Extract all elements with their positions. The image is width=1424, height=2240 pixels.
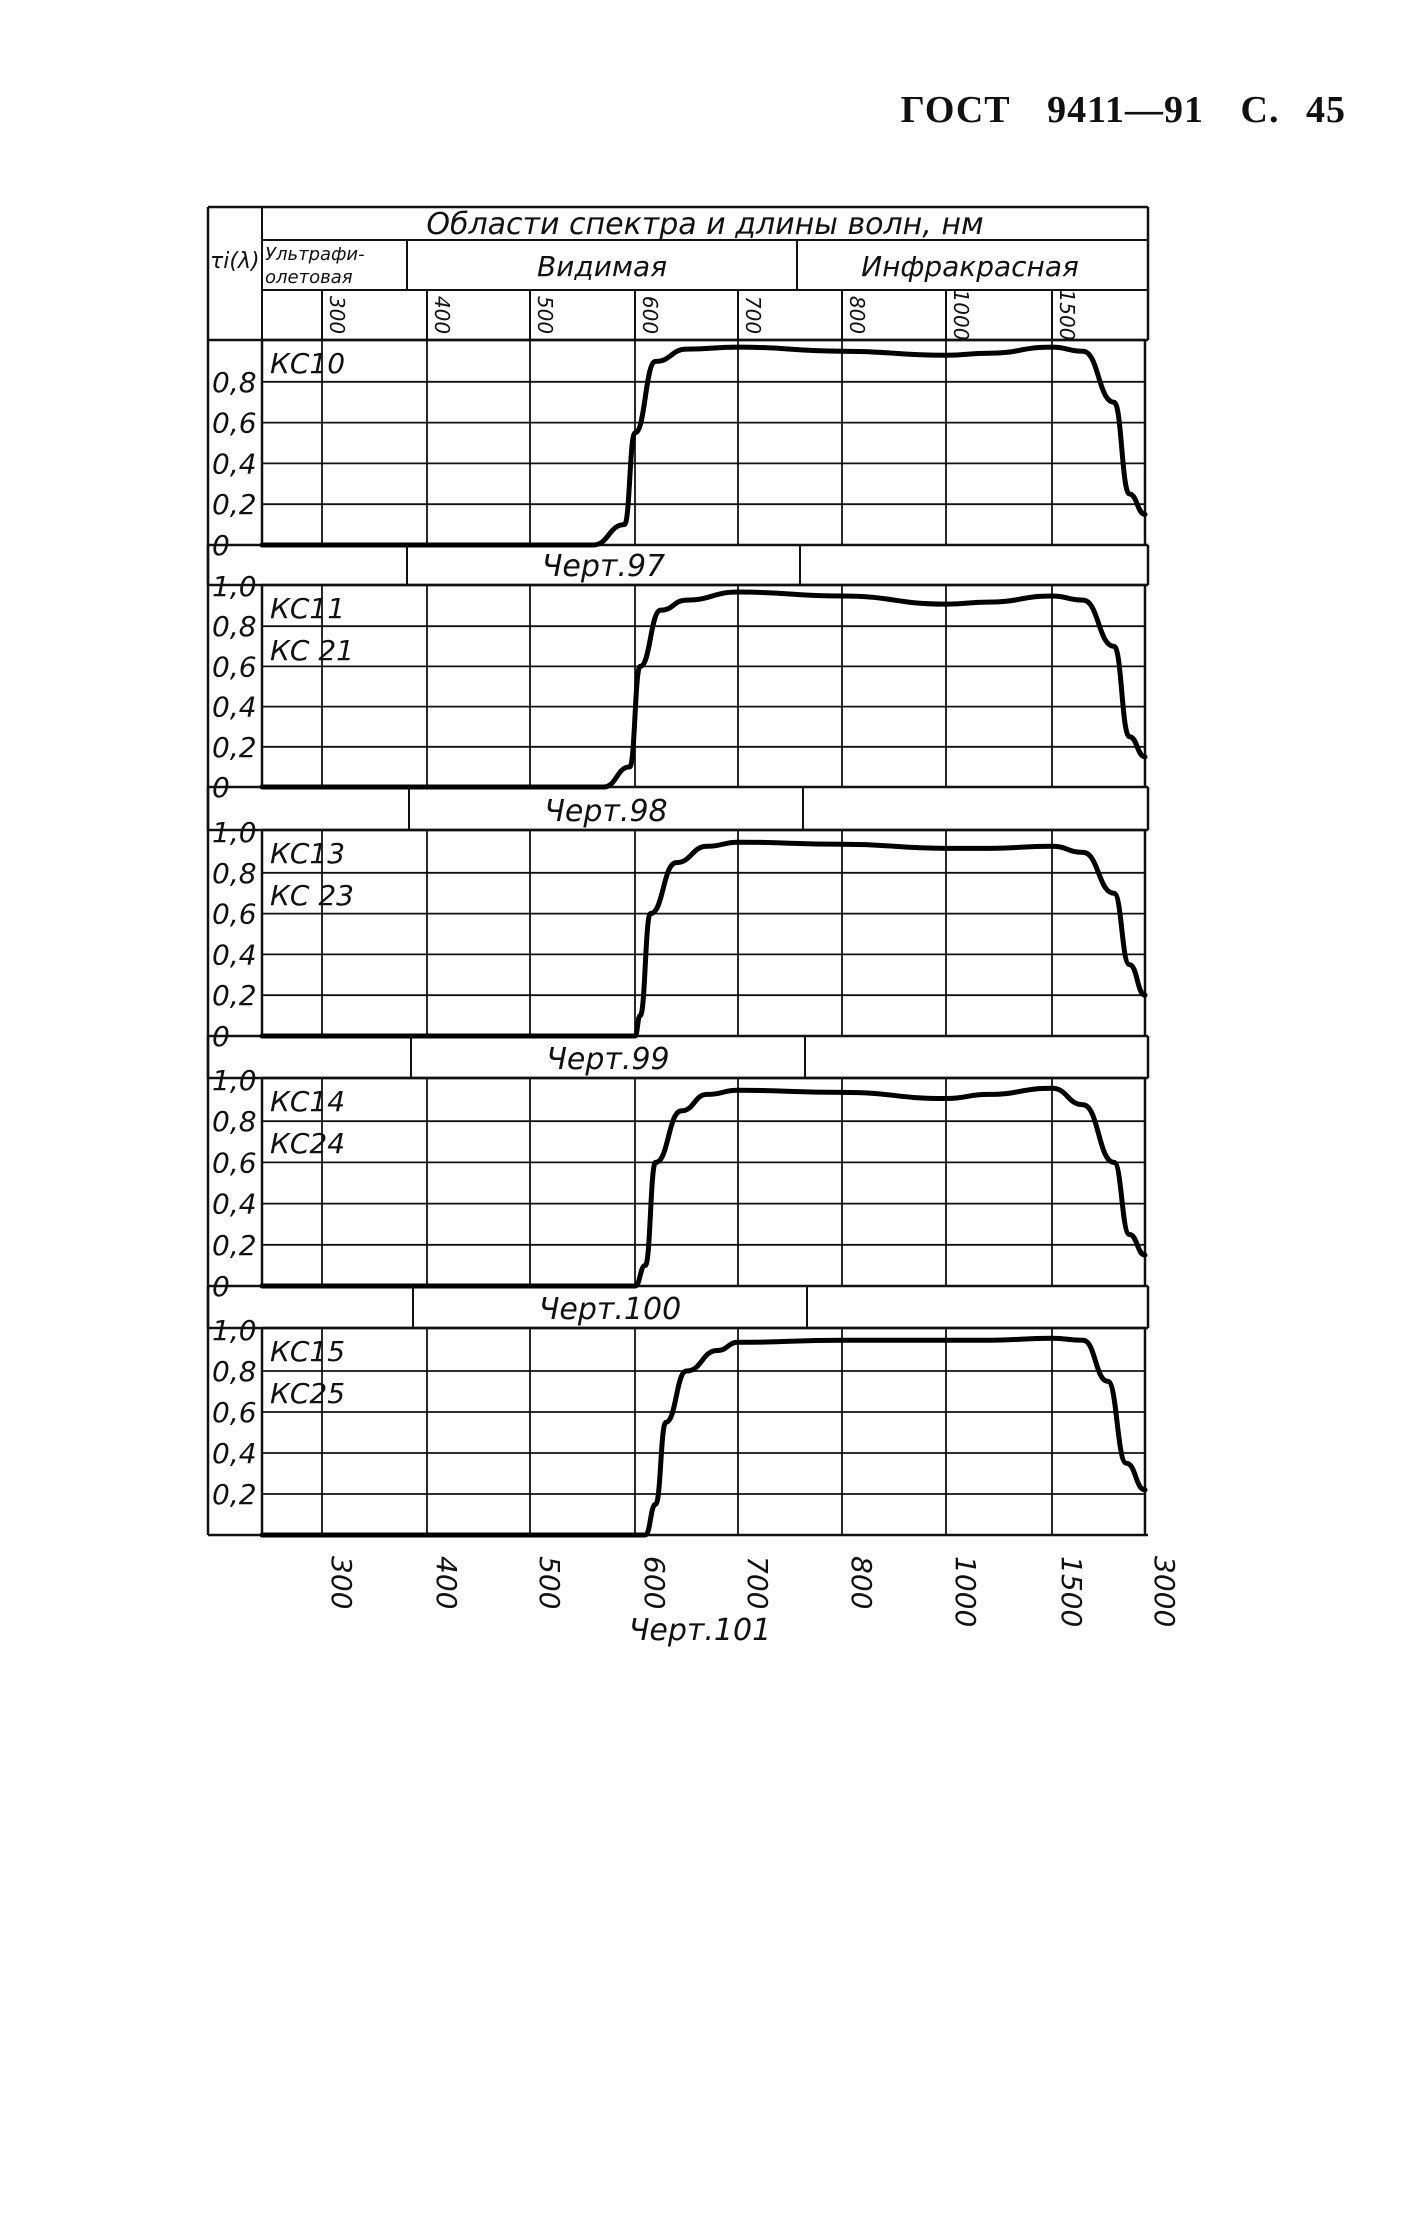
y-tick-label: 0,2 — [212, 1228, 257, 1262]
transmittance-curve — [262, 347, 1145, 545]
y-tick-label: 0 — [212, 1270, 230, 1303]
y-tick-label: 0 — [212, 529, 230, 562]
series-label: КС 23 — [270, 879, 354, 912]
y-tick-label: 0,6 — [212, 897, 257, 931]
header-wavelength-label: 400 — [430, 295, 454, 335]
standard-label: ГОСТ — [900, 89, 1011, 131]
figure-caption: Черт.97 — [541, 549, 666, 584]
y-tick-label: 0,2 — [212, 1478, 257, 1511]
series-label: КС11 — [270, 592, 346, 625]
figure-caption: Черт.100 — [538, 1292, 682, 1327]
header-wavelength-label: 300 — [325, 295, 349, 335]
y-tick-label: 0,6 — [212, 650, 257, 684]
y-tick-label: 0 — [212, 771, 230, 804]
y-tick-label: 0,4 — [212, 938, 257, 972]
transmittance-curve — [262, 842, 1145, 1036]
page-prefix: С. — [1240, 89, 1280, 131]
page-num: 45 — [1306, 89, 1346, 131]
header-wavelength-label: 500 — [533, 295, 557, 335]
x-tick-label: 600 — [638, 1556, 671, 1610]
y-tick-label: 0,2 — [212, 730, 257, 764]
y-tick-label: 0,6 — [212, 1146, 257, 1180]
series-label: КС10 — [270, 347, 346, 380]
x-tick-label: 400 — [430, 1556, 463, 1610]
table-title: Области спектра и длины волн, нм — [426, 207, 984, 242]
y-tick-label: 0,8 — [212, 365, 257, 399]
figure-caption: Черт.98 — [544, 794, 668, 829]
series-label: КС14 — [270, 1085, 346, 1118]
series-label: КС24 — [270, 1127, 346, 1160]
x-tick-label: 1000 — [949, 1556, 982, 1628]
y-tick-label: 1,0 — [212, 570, 257, 603]
y-tick-label: 0,2 — [212, 979, 257, 1013]
series-label: КС 21 — [270, 634, 354, 667]
y-tick-label: 0,4 — [212, 447, 257, 481]
y-tick-label: 0,6 — [212, 1396, 257, 1429]
series-label: КС15 — [270, 1335, 346, 1368]
y-tick-label: 0,6 — [212, 406, 257, 440]
header-wavelength-label: 1000 — [949, 289, 973, 341]
y-tick-label: 0 — [212, 1020, 230, 1053]
header-wavelength-label: 600 — [638, 295, 662, 335]
transmittance-curve — [262, 1088, 1145, 1286]
region-ir-label: Инфракрасная — [861, 250, 1079, 283]
x-tick-label: 300 — [325, 1556, 358, 1610]
series-label: КС25 — [270, 1377, 346, 1410]
region-uv-label: Ультрафи- — [265, 244, 365, 265]
y-tick-label: 0,8 — [212, 856, 257, 890]
header-wavelength-label: 1500 — [1055, 289, 1079, 341]
x-tick-label: 800 — [845, 1556, 878, 1610]
y-symbol: τi(λ) — [210, 249, 260, 274]
figure-caption: Черт.101 — [628, 1613, 772, 1648]
y-tick-label: 0,8 — [212, 610, 257, 644]
series-label: КС13 — [270, 837, 346, 870]
region-uv-label-2: олетовая — [265, 267, 353, 288]
transmittance-curve — [262, 1338, 1145, 1535]
y-tick-label: 1,0 — [212, 1314, 257, 1347]
y-tick-label: 0,8 — [212, 1105, 257, 1139]
y-tick-label: 0,4 — [212, 1187, 257, 1221]
figure-caption: Черт.99 — [546, 1042, 670, 1077]
y-tick-label: 1,0 — [212, 1064, 257, 1097]
x-tick-label: 1500 — [1055, 1556, 1088, 1628]
y-tick-label: 0,4 — [212, 690, 257, 724]
y-tick-label: 0,4 — [212, 1437, 257, 1470]
header-wavelength-label: 800 — [845, 295, 869, 335]
x-tick-label: 3000 — [1148, 1556, 1181, 1628]
x-tick-label: 500 — [533, 1556, 566, 1610]
y-tick-label: 1,0 — [212, 816, 257, 849]
x-tick-label: 700 — [741, 1556, 774, 1610]
y-tick-label: 0,8 — [212, 1355, 257, 1388]
standard-number: 9411—91 — [1047, 89, 1205, 131]
header-wavelength-label: 700 — [741, 295, 765, 335]
y-tick-label: 0,2 — [212, 488, 257, 522]
region-visible-label: Видимая — [536, 250, 668, 283]
transmittance-curve — [262, 592, 1145, 787]
